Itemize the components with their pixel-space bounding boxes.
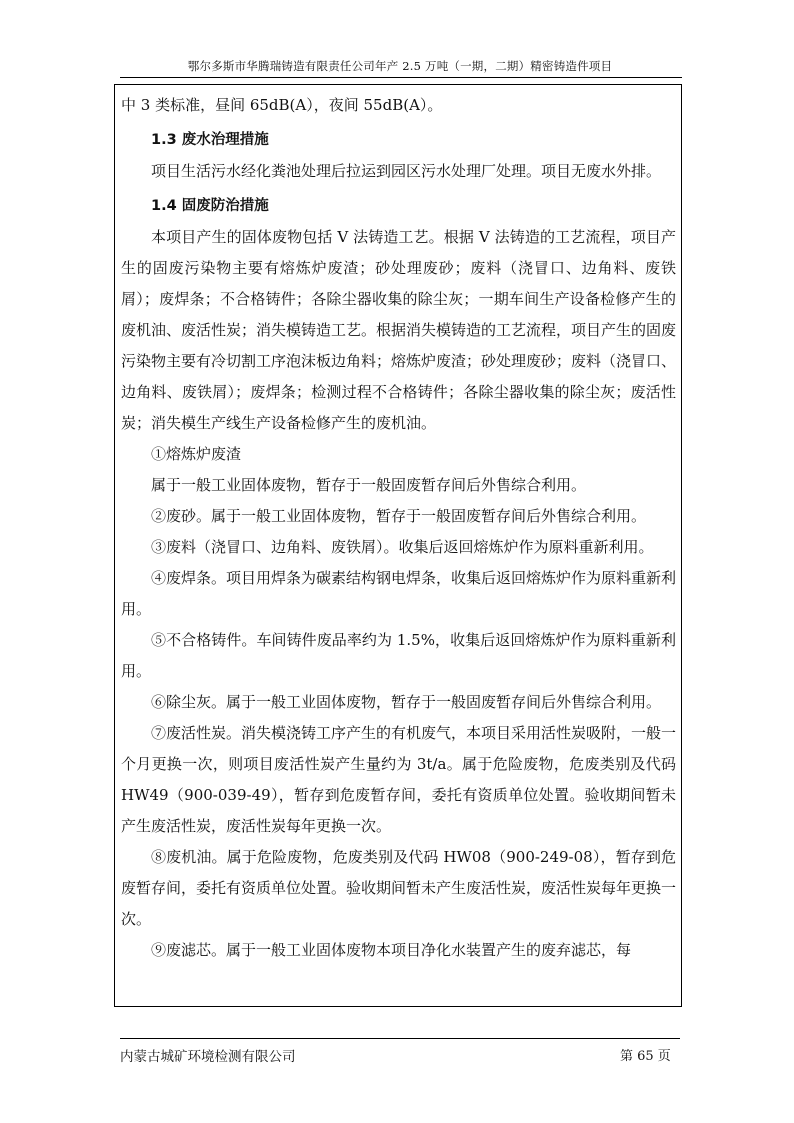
list-item-welding-rod: ④废焊条。项目用焊条为碳素结构钢电焊条，收集后返回熔炼炉作为原料重新利用。 [121,569,677,618]
furnace-slag-detail: 属于一般工业固体废物，暂存于一般固废暂存间后外售综合利用。 [151,476,587,494]
section-heading-solid-waste: 1.4 固废防治措施 [151,198,269,214]
page-number: 第 65 页 [620,1049,671,1064]
list-item-waste-sand: ②废砂。属于一般工业固体废物，暂存于一般固废暂存间后外售综合利用。 [151,507,647,525]
header-rule [120,77,682,78]
list-item-furnace-slag: ①熔炼炉废渣 [151,445,242,463]
list-item-filter: ⑨废滤芯。属于一般工业固体废物本项目净化水装置产生的废弃滤芯，每 [151,941,632,959]
page-header: 鄂尔多斯市华腾瑞铸造有限责任公司年产 2.5 万吨（一期，二期）精密铸造件项目 [187,59,613,73]
footer-company: 内蒙古城矿环境检测有限公司 [120,1049,296,1065]
document-body [121,90,676,966]
list-item-dust: ⑥除尘灰。属于一般工业固体废物，暂存于一般固废暂存间后外售综合利用。 [151,693,662,711]
noise-standard-text: 中 3 类标准，昼间 65dB(A），夜间 55dB(A）。 [121,96,443,114]
wastewater-paragraph: 项目生活污水经化粪池处理后拉运到园区污水处理厂处理。项目无废水外排。 [151,162,662,180]
list-item-scrap: ③废料（浇冒口、边角料、废铁屑）。收集后返回熔炼炉作为原料重新利用。 [151,538,654,556]
list-item-waste-oil: ⑧废机油。属于危险废物，危废类别及代码 HW08（900-249-08），暂存到危废暂存间，委托有资质单位处置。验收期间暂未产生废活性炭，废活性炭每年更换一次。 [121,848,677,928]
footer-rule [120,1038,680,1039]
section-heading-wastewater: 1.3 废水治理措施 [151,132,269,148]
list-item-defective-castings: ⑤不合格铸件。车间铸件废品率约为 1.5%，收集后返回熔炼炉作为原料重新利用。 [121,631,676,680]
list-item-activated-carbon: ⑦废活性炭。消失模浇铸工序产生的有机废气，本项目采用活性炭吸附，一般一个月更换一次，则项目废活性炭产生量约为 3t/a。属于危险废物，危废类别及代码 HW49（900-039-49），暂存到危废暂存间，委托有资质单位处置。验收期间暂未产生废活性炭，废活性炭每年更换一次。 [121,724,677,835]
solid-waste-paragraph: 本项目产生的固体废物包括 V 法铸造工艺。根据 V 法铸造的工艺流程，项目产生的固废污染物主要有熔炼炉废渣；砂处理废砂；废料（浇冒口、边角料、废铁屑）；废焊条；不合格铸件；各除尘器收集的除尘灰；一期车间生产设备检修产生的废机油、废活性炭；消失模铸造工艺。根据消失模铸造的工艺流程，项目产生的固废污染物主要有冷切割工序泡沫板边角料；熔炼炉废渣；砂处理废砂；废料（浇冒口、边角料、废铁屑）；废焊条；检测过程不合格铸件；各除尘器收集的除尘灰；废活性炭；消失模生产线生产设备检修产生的废机油。 [121,228,677,432]
